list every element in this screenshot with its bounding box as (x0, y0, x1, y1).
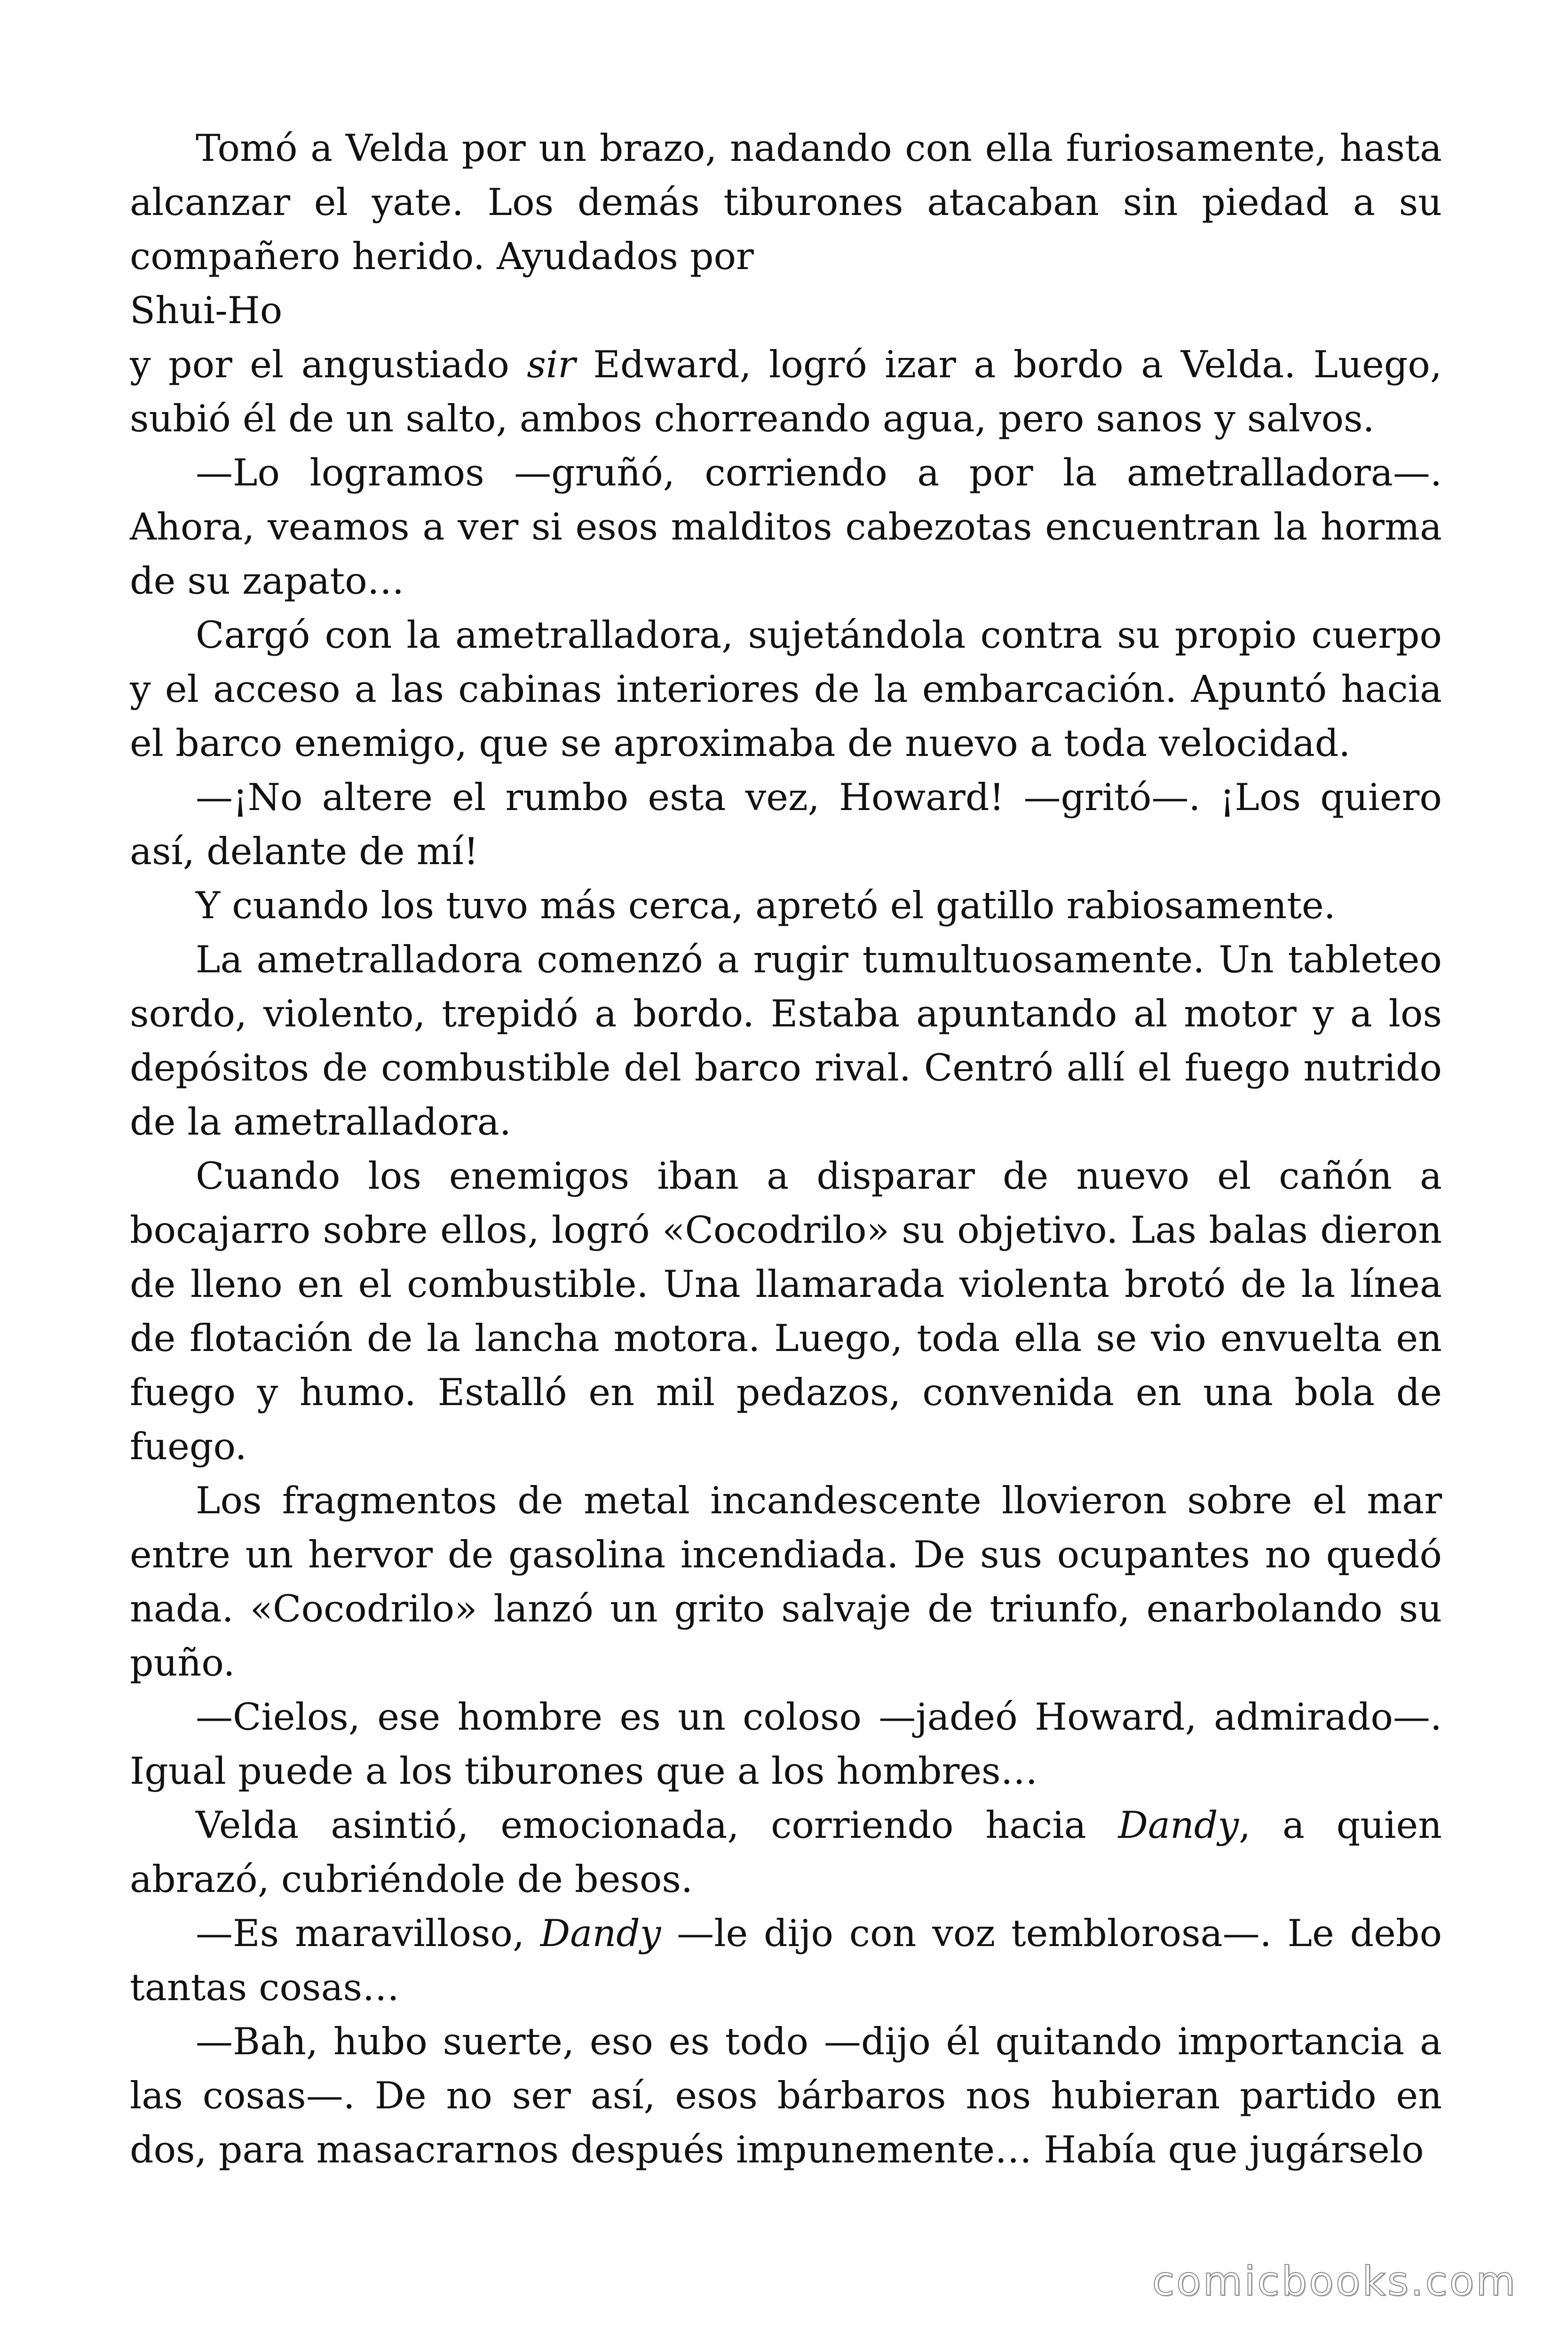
text-run: Edward, logró izar a bordo a Velda. Luego, subió él de un salto, ambos chorreando agua, pero sanos y salvos. (130, 343, 1442, 440)
text-run: —le dijo con voz temblorosa—. Le debo tantas cosas… (130, 1912, 1442, 2009)
paragraph (130, 121, 1442, 284)
text-run: —Es maravilloso, (196, 1912, 540, 1955)
book-page (130, 121, 1442, 2238)
text-run: Shui-Ho (130, 289, 283, 332)
paragraph (130, 1798, 1442, 1907)
text-run: Cargó con la ametralladora, sujetándola contra su propio cuerpo y el acceso a las cabinas interiores de la embarcación. Apuntó hacia el barco enemigo, que se aproximaba de nuevo a toda velocidad. (130, 613, 1442, 765)
paragraph (130, 1474, 1442, 1690)
text-run: —¡No altere el rumbo esta vez, Howard! —gritó—. ¡Los quiero así, delante de mí! (130, 776, 1442, 873)
paragraph (130, 933, 1442, 1149)
paragraph (130, 1690, 1442, 1798)
paragraph (130, 446, 1442, 608)
text-run: Los fragmentos de metal incandescente llovieron sobre el mar entre un hervor de gasolina incendiada. De sus ocupantes no quedó nada. «Cocodrilo» lanzó un grito salvaje de triunfo, enarbolando su puño. (130, 1479, 1442, 1685)
paragraph (130, 2015, 1442, 2177)
text-run: Velda asintió, emocionada, corriendo hacia (196, 1804, 1118, 1847)
paragraph (130, 1149, 1442, 1474)
italic-text-run: Dandy (540, 1912, 661, 1955)
paragraph (130, 608, 1442, 771)
italic-text-run: Dandy (1118, 1804, 1239, 1847)
paragraph (130, 338, 1442, 446)
watermark-logo: comicbooks.com (1152, 2258, 1517, 2305)
page-body-text (130, 121, 1442, 2177)
text-run: y por el angustiado (130, 343, 527, 386)
text-run: —Cielos, ese hombre es un coloso —jadeó Howard, admirado—. Igual puede a los tiburones que a los hombres… (130, 1695, 1442, 1793)
text-run: La ametralladora comenzó a rugir tumultuosamente. Un tableteo sordo, violento, trepidó a bordo. Estaba apuntando al motor y a los depósitos de combustible del barco rival. Centró allí el fuego nutrido de la ametralladora. (130, 938, 1442, 1144)
text-run: —Bah, hubo suerte, eso es todo —dijo él quitando importancia a las cosas—. De no ser así, esos bárbaros nos hubieran partido en dos, para masacrarnos después impunemente… Había que jugárselo (130, 2020, 1442, 2171)
text-run: Tomó a Velda por un brazo, nadando con ella furiosamente, hasta alcanzar el yate. Los demás tiburones atacaban sin piedad a su compañero herido. Ayudados por (130, 127, 1442, 278)
paragraph (130, 284, 1442, 338)
text-run: , a quien abrazó, cubriéndole de besos. (130, 1804, 1442, 1901)
text-run: —Lo logramos —gruñó, corriendo a por la ametralladora—. Ahora, veamos a ver si esos malditos cabezotas encuentran la horma de su zapato… (130, 451, 1442, 603)
italic-text-run: sir (527, 343, 576, 386)
text-run: Cuando los enemigos iban a disparar de nuevo el cañón a bocajarro sobre ellos, logró «Cocodrilo» su objetivo. Las balas dieron de lleno en el combustible. Una llamarada violenta brotó de la línea de flotación de la lancha motora. Luego, toda ella se vio envuelta en fuego y humo. Estalló en mil pedazos, convenida en una bola de fuego. (130, 1154, 1442, 1468)
text-run: Y cuando los tuvo más cerca, apretó el gatillo rabiosamente. (196, 884, 1336, 927)
paragraph (130, 1907, 1442, 2015)
paragraph (130, 771, 1442, 879)
paragraph (130, 879, 1442, 933)
